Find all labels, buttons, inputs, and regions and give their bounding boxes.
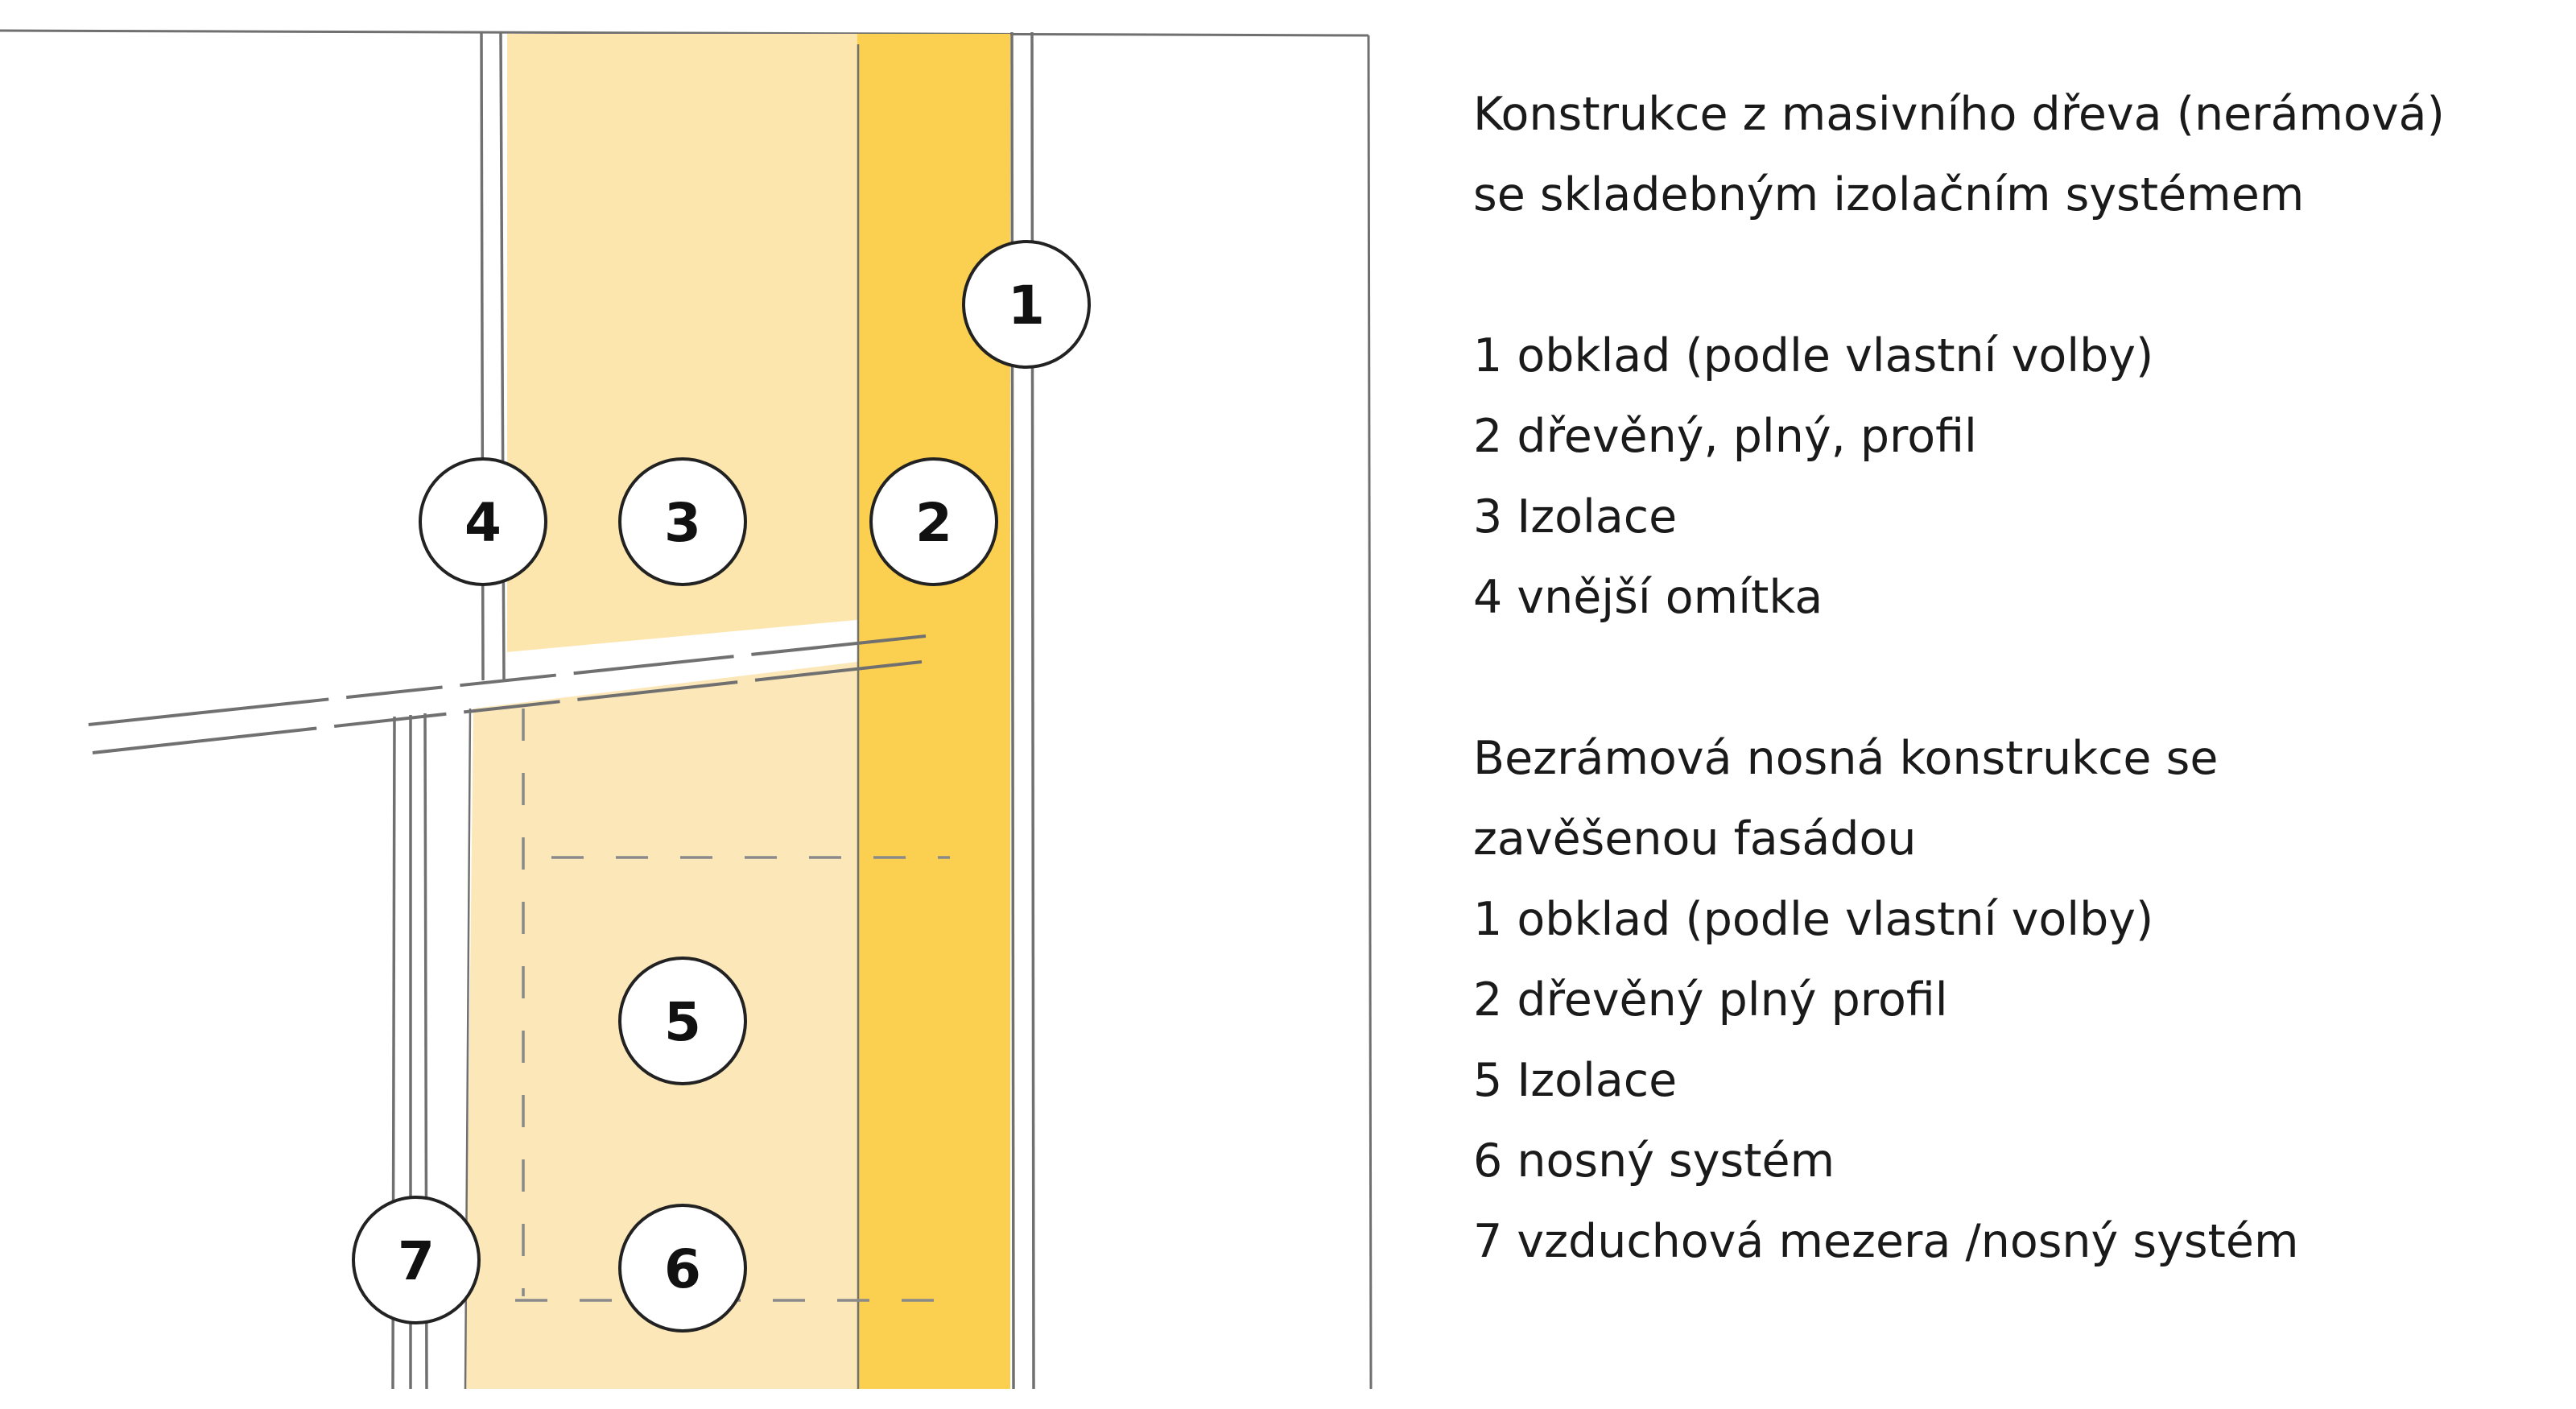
callout-7: [353, 1197, 479, 1323]
callout-2-label: 2: [915, 492, 952, 554]
callout-3-label: 3: [664, 492, 701, 554]
callout-4-label: 4: [464, 492, 502, 554]
callout-6: [620, 1205, 745, 1331]
timber-profile-fill: [857, 34, 1010, 1389]
legend: [1473, 74, 2552, 1282]
callout-3: [620, 459, 745, 585]
legend-section-2-item-1: 1 obklad (podle vlastní volby): [1473, 893, 2154, 946]
callout-7-label: 7: [398, 1230, 435, 1292]
legend-section-2-title-line-2: zavěšenou fasádou: [1473, 812, 1917, 866]
callout-2: [871, 459, 997, 585]
legend-section-1-item-1: 1 obklad (podle vlastní volby): [1473, 329, 2154, 382]
legend-section-1-item-4: 4 vnější omítka: [1473, 571, 1823, 624]
legend-section-2-item-2: 2 dřevěný plný profil: [1473, 973, 1948, 1027]
legend-section-2-title-line-1: Bezrámová nosná konstrukce se: [1473, 732, 2219, 785]
legend-section-solid-wood: [1473, 74, 2552, 638]
callout-1: [964, 242, 1089, 367]
legend-section-frameless: [1473, 718, 2552, 1282]
legend-section-2-item-4: 6 nosný systém: [1473, 1134, 1835, 1188]
legend-section-2-item-5: 7 vzduchová mezera /nosný systém: [1473, 1215, 2299, 1268]
legend-section-1-title-line-2: se skladebným izolačním systémem: [1473, 168, 2305, 221]
callout-5-label: 5: [664, 991, 701, 1053]
callout-1-label: 1: [1008, 275, 1045, 337]
callout-4: [420, 459, 546, 585]
legend-section-2-item-3: 5 Izolace: [1473, 1054, 1678, 1107]
callout-5: [620, 958, 745, 1084]
legend-section-1-title-line-1: Konstrukce z masivního dřeva (nerámová): [1473, 88, 2445, 141]
legend-spacer: [1473, 638, 2552, 718]
callout-6-label: 6: [664, 1238, 701, 1300]
legend-spacer: [1473, 235, 2552, 316]
legend-section-1-item-3: 3 Izolace: [1473, 490, 1678, 543]
legend-section-1-item-2: 2 dřevěný, plný, profil: [1473, 410, 1977, 463]
